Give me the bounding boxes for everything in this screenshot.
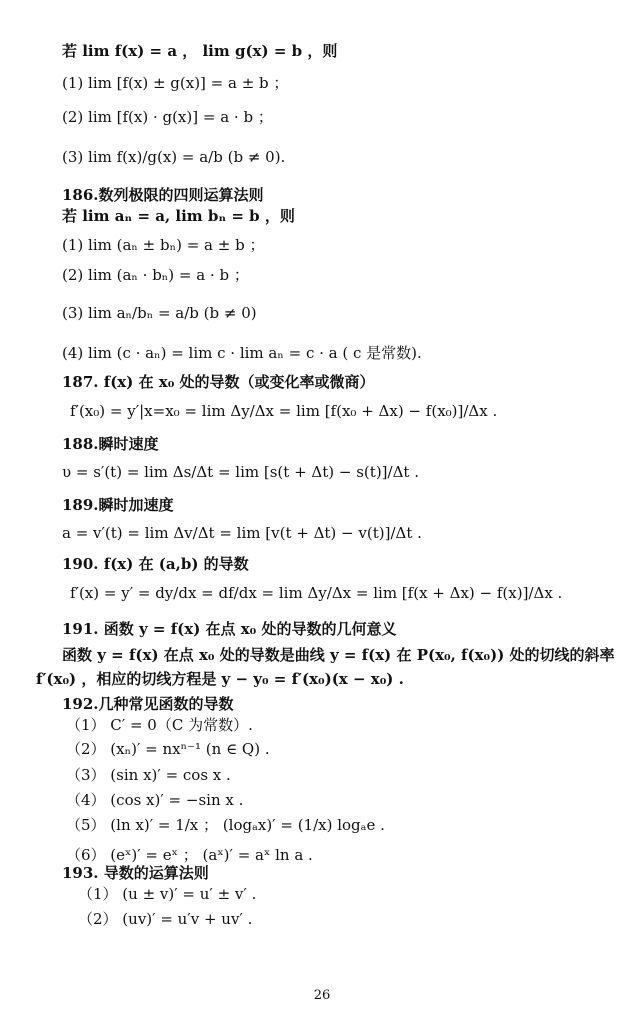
text-line: 193. 导数的运算法则 xyxy=(62,864,209,882)
text-line: （2） (uv)′ = u′v + uv′ . xyxy=(78,910,253,928)
text-line: 若 lim aₙ = a, lim bₙ = b ，则 xyxy=(62,207,295,225)
text-line: 190. f(x) 在 (a,b) 的导数 xyxy=(62,555,249,573)
text-line: (4) lim (c · aₙ) = lim c · lim aₙ = c · a ( c 是常数). xyxy=(62,344,422,362)
text-line: (1) lim [f(x) ± g(x)] = a ± b ； xyxy=(62,74,289,92)
text-line: 189.瞬时加速度 xyxy=(62,496,174,514)
text-line: （2） (xₙ)′ = nxⁿ⁻¹ (n ∈ Q) . xyxy=(66,740,270,758)
text-line: 186.数列极限的四则运算法则 xyxy=(62,186,264,204)
text-line: 191. 函数 y = f(x) 在点 x₀ 处的导数的几何意义 xyxy=(62,620,397,638)
text-line: （4） (cos x)′ = −sin x . xyxy=(66,791,244,809)
text-line: f′(x₀) = y′|x=x₀ = lim Δy/Δx = lim [f(x₀ + Δx) − f(x₀)]/Δx . xyxy=(70,402,498,420)
text-line: 192.几种常见函数的导数 xyxy=(62,695,234,713)
text-line: f′(x₀) ，相应的切线方程是 y − y₀ = f′(x₀)(x − x₀) . xyxy=(36,670,404,688)
text-line: 函数 y = f(x) 在点 x₀ 处的导数是曲线 y = f(x) 在 P(x₀, f(x₀)) 处的切线的斜率 xyxy=(62,646,615,664)
text-line: （1） C′ = 0（C 为常数）. xyxy=(66,716,253,734)
text-line: （5） (ln x)′ = 1/x ； (logₐx)′ = (1/x) logₐe . xyxy=(66,816,385,834)
text-line: （3） (sin x)′ = cos x . xyxy=(66,766,231,784)
text-line: a = v′(t) = lim Δv/Δt = lim [v(t + Δt) − v(t)]/Δt . xyxy=(62,524,422,542)
text-line: 188.瞬时速度 xyxy=(62,435,159,453)
text-line: υ = s′(t) = lim Δs/Δt = lim [s(t + Δt) − s(t)]/Δt . xyxy=(62,463,419,481)
text-line: (2) lim (aₙ · bₙ) = a · b ； xyxy=(62,266,249,284)
text-line: （1） (u ± v)′ = u′ ± v′ . xyxy=(78,885,257,903)
text-line: (3) lim aₙ/bₙ = a/b (b ≠ 0) xyxy=(62,304,257,322)
text-line: (2) lim [f(x) · g(x)] = a · b ； xyxy=(62,108,273,126)
text-line: (3) lim f(x)/g(x) = a/b (b ≠ 0). xyxy=(62,148,286,166)
text-line: 187. f(x) 在 x₀ 处的导数（或变化率或微商） xyxy=(62,373,375,391)
text-line: (1) lim (aₙ ± bₙ) = a ± b ； xyxy=(62,236,265,254)
text-line: 若 lim f(x) = a ， lim g(x) = b ，则 xyxy=(62,42,338,60)
text-line: （6） (eˣ)′ = eˣ ； (aˣ)′ = aˣ ln a . xyxy=(66,846,313,864)
page-number: 26 xyxy=(313,988,331,1003)
text-line: f′(x) = y′ = dy/dx = df/dx = lim Δy/Δx = lim [f(x + Δx) − f(x)]/Δx . xyxy=(70,584,563,602)
